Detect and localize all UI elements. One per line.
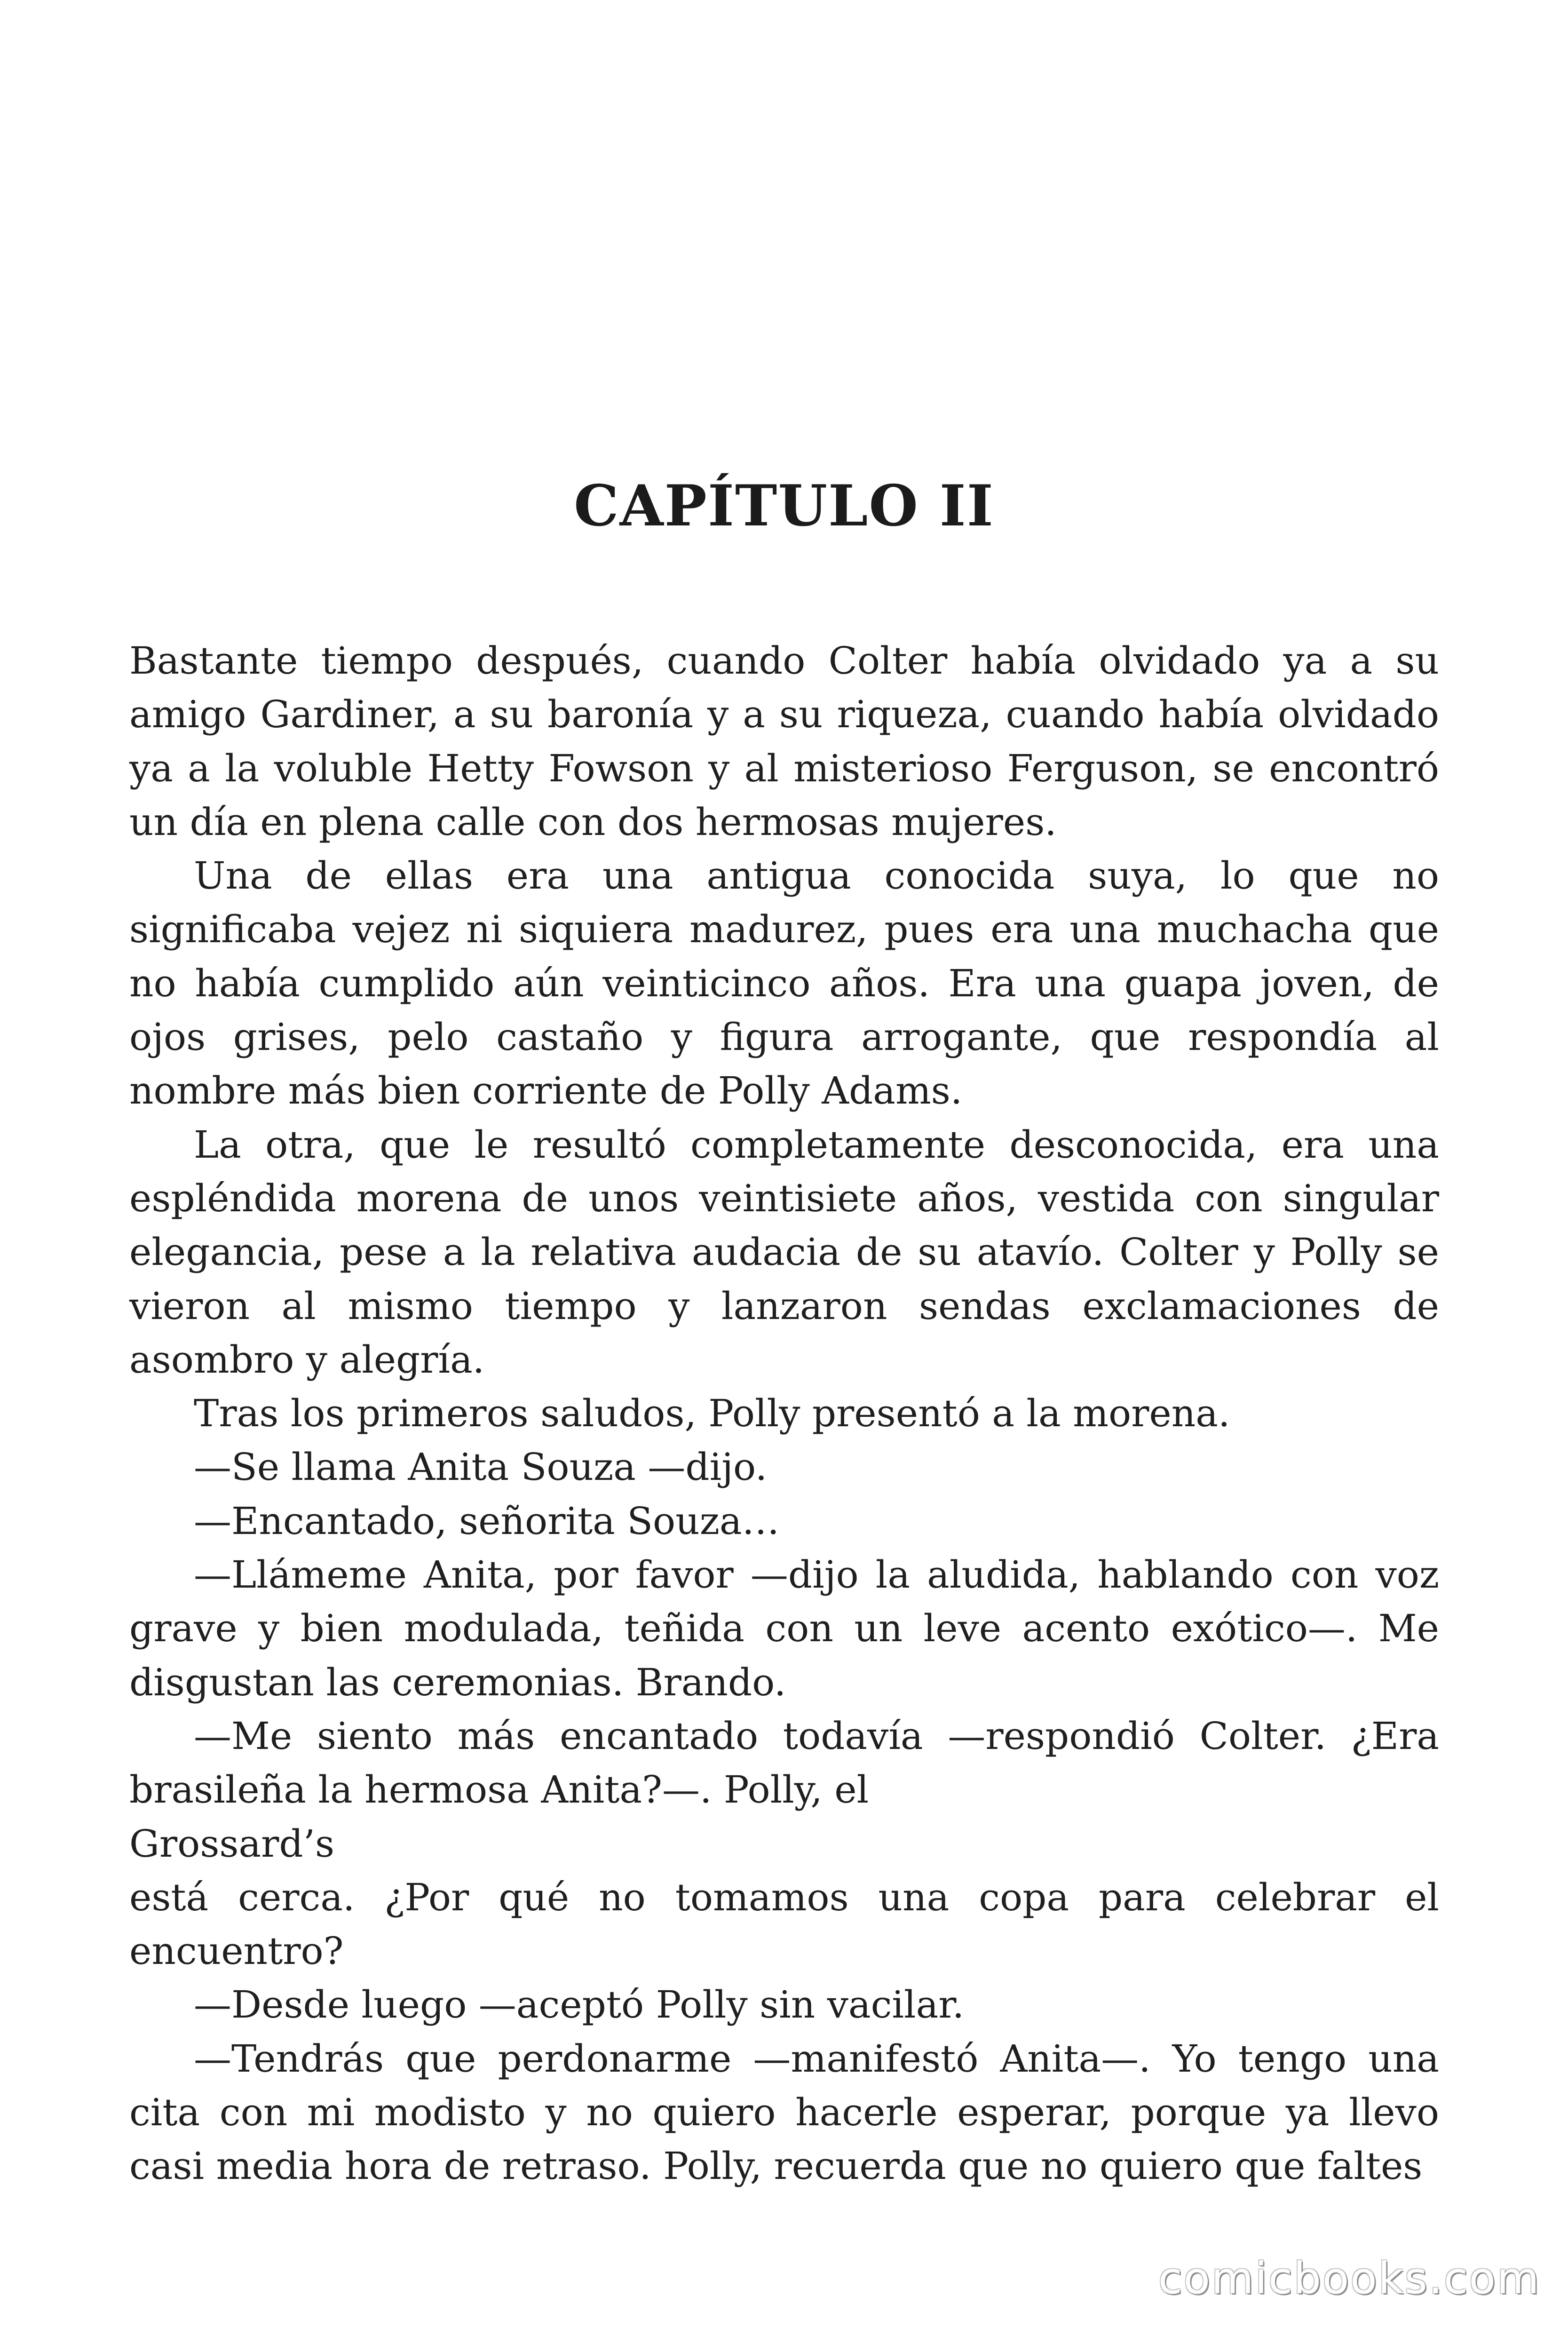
paragraph-8: —Me siento más encantado todavía —respondió Colter. ¿Era brasileña la hermosa Anita?—. Polly, el xyxy=(129,1714,1439,1812)
paragraph-3: La otra, que le resultó completamente desconocida, era una espléndida morena de unos veintisiete años, vestida con singular elegancia, pese a la relativa audacia de su atavío. Colter y Polly se vieron al mismo tiempo y lanzaron sendas exclamaciones de asombro y alegría. xyxy=(129,1122,1439,1382)
paragraph-5: —Se llama Anita Souza —dijo. xyxy=(194,1445,768,1489)
paragraph-6: —Encantado, señorita Souza… xyxy=(194,1499,780,1543)
paragraph-1: Bastante tiempo después, cuando Colter había olvidado ya a su amigo Gardiner, a su baronía y a su riqueza, cuando había olvidado ya a la voluble Hetty Fowson y al misterioso Ferguson, se encontró un día en plena calle con dos hermosas mujeres. xyxy=(129,639,1439,844)
paragraph-4: Tras los primeros saludos, Polly presentó a la morena. xyxy=(194,1391,1230,1436)
paragraph-11: —Desde luego —aceptó Polly sin vacilar. xyxy=(194,1983,965,2027)
watermark: comicbooks.com xyxy=(1158,2253,1541,2304)
chapter-title: CAPÍTULO II xyxy=(574,473,994,539)
paragraph-12: —Tendrás que perdonarme —manifestó Anita—. Yo tengo una cita con mi modisto y no quiero hacerle esperar, porque ya llevo casi media hora de retraso. Polly, recuerda que no quiero que faltes xyxy=(129,2036,1439,2188)
paragraph-9: Grossard’s xyxy=(129,1821,335,1866)
paragraph-7: —Llámeme Anita, por favor —dijo la aludida, hablando con voz grave y bien modulada, teñida con un leve acento exótico—. Me disgustan las ceremonias. Brando. xyxy=(129,1553,1439,1704)
paragraph-10: está cerca. ¿Por qué no tomamos una copa para celebrar el encuentro? xyxy=(129,1875,1439,1973)
page-body-text xyxy=(129,634,1439,2193)
paragraph-2: Una de ellas era una antigua conocida suya, lo que no significaba vejez ni siquiera madurez, pues era una muchacha que no había cumplido aún veinticinco años. Era una guapa joven, de ojos grises, pelo castaño y figura arrogante, que respondía al nombre más bien corriente de Polly Adams. xyxy=(129,854,1439,1113)
